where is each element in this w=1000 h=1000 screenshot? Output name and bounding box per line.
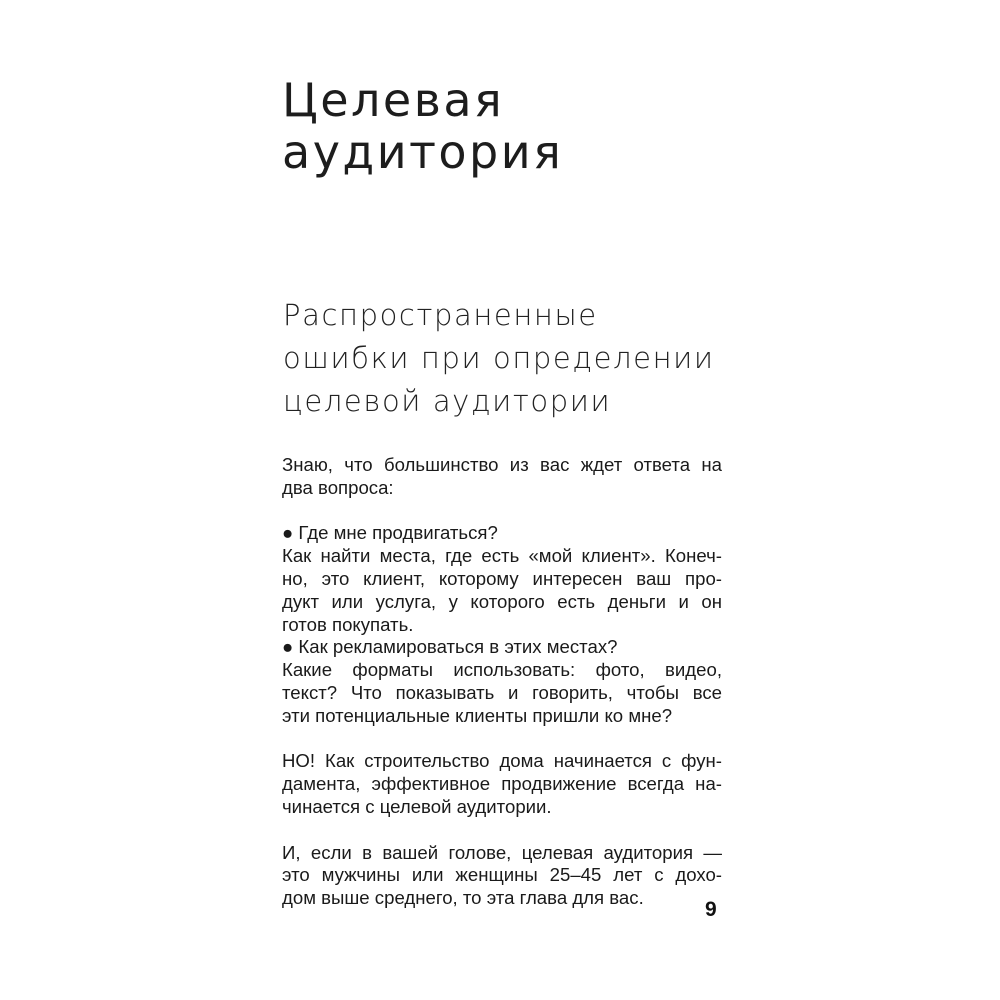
chapter-title-line-2: аудитория bbox=[282, 125, 564, 179]
section-title-line-1: Распространенные bbox=[283, 298, 598, 332]
paragraph-line: два вопроса: bbox=[282, 476, 394, 498]
paragraph-line: дукт или услуга, у которого есть деньги и он bbox=[282, 590, 722, 612]
section-title-line-2: ошибки при определении bbox=[283, 341, 715, 375]
paragraph-line: Знаю, что большинство из вас ждет ответа на bbox=[282, 454, 722, 475]
paragraph-line: дамента, эффективное продвижение всегда на- bbox=[282, 773, 722, 795]
paragraph-line: И, если в вашей голове, целевая аудитория — bbox=[282, 841, 722, 863]
paragraph-gap bbox=[282, 728, 722, 751]
paragraph-line: готов покупать. bbox=[282, 613, 414, 635]
paragraph-line: Как найти места, где есть «мой клиент». Конеч- bbox=[282, 545, 722, 567]
section-title-line-3: целевой аудитории bbox=[283, 384, 612, 418]
paragraph-line: это мужчины или женщины 25–45 лет с дохо- bbox=[282, 864, 722, 886]
chapter-title bbox=[282, 74, 742, 178]
paragraph-line: Какие форматы использовать: фото, видео, bbox=[282, 659, 722, 681]
paragraph-line: НО! Как строительство дома начинается с фун- bbox=[282, 750, 722, 772]
section-title bbox=[283, 294, 743, 423]
question-bullet-1: ● Где мне продвигаться? bbox=[282, 522, 498, 544]
page-number: 9 bbox=[705, 898, 717, 921]
paragraph-line: но, это клиент, которому интересен ваш про- bbox=[282, 567, 722, 589]
body-text bbox=[282, 454, 722, 910]
paragraph-line: дом выше среднего, то эта глава для вас. bbox=[282, 887, 644, 909]
paragraph-gap bbox=[282, 819, 722, 842]
paragraph-line: текст? Что показывать и говорить, чтобы все bbox=[282, 681, 722, 703]
paragraph-line: эти потенциальные клиенты пришли ко мне? bbox=[282, 704, 673, 726]
question-bullet-2: ● Как рекламироваться в этих местах? bbox=[282, 636, 618, 658]
paragraph-gap bbox=[282, 500, 722, 523]
chapter-title-line-1: Целевая bbox=[282, 73, 505, 127]
paragraph-line: чинается с целевой аудитории. bbox=[282, 795, 552, 817]
